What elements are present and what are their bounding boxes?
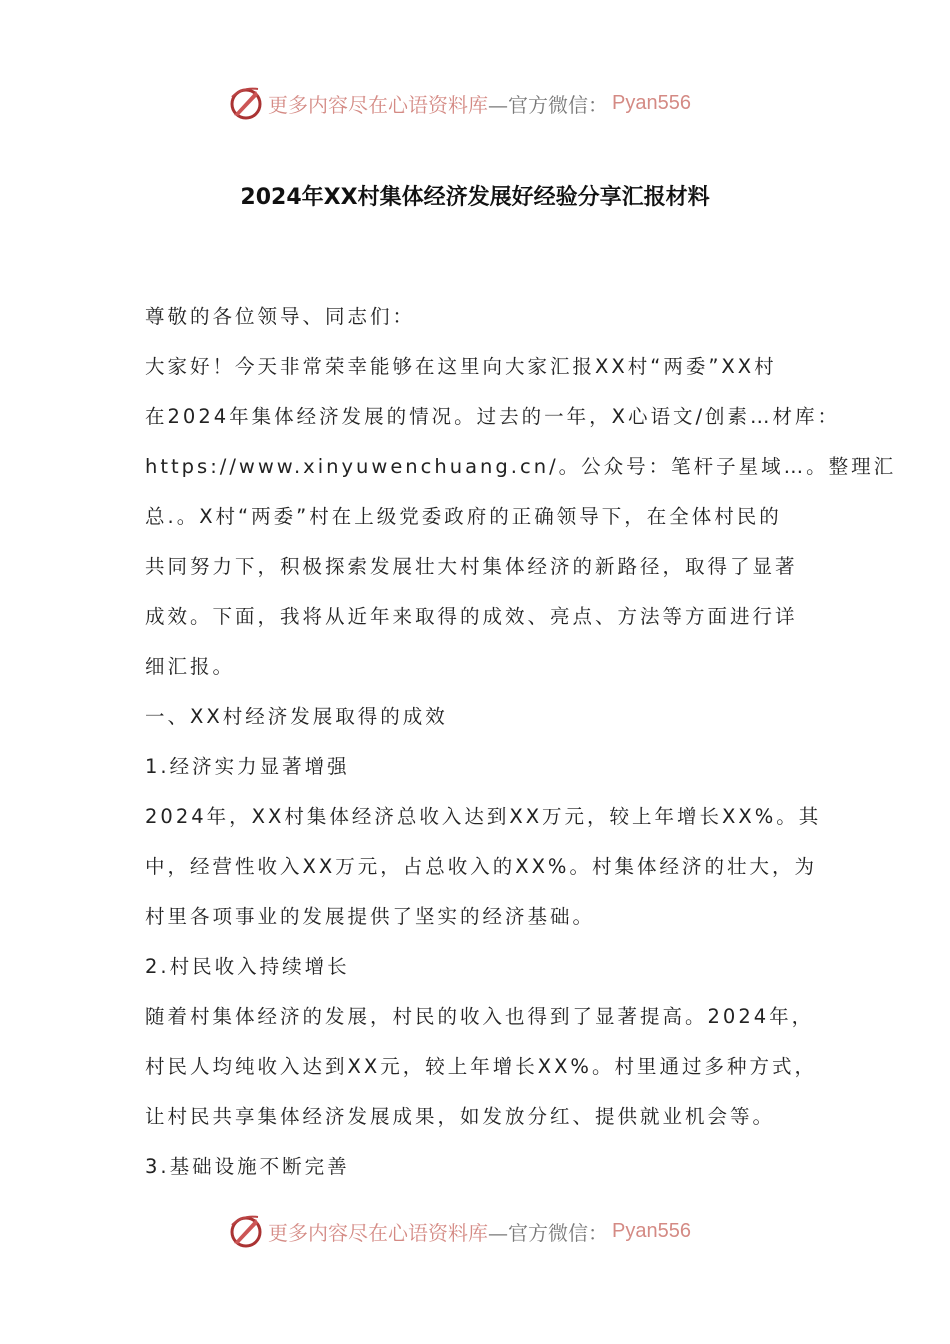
salutation: 尊敬的各位领导、同志们： [145,305,416,328]
footer-watermark-banner [228,1211,691,1251]
paragraph-line: 总.。X村“两委”村在上级党委政府的正确领导下，在全体村民的 [145,505,782,528]
paragraph-line: 细汇报。 [145,655,236,678]
document-body [145,300,897,1200]
header-watermark-banner [228,83,691,123]
banner-site-text: 更多内容尽在心语资料库 [268,1220,488,1245]
quill-logo-icon [228,85,264,121]
section-heading: 一、XX村经济发展取得的成效 [145,705,448,728]
paragraph-line: https://www.xinyuwenchuang.cn/。公众号：笔杆子星域…。整理汇 [145,455,897,478]
subsection-heading: 3.基础设施不断完善 [145,1155,350,1178]
paragraph-line: 共同努力下，积极探索发展壮大村集体经济的新路径，取得了显著 [145,555,798,578]
paragraph-line: 大家好！今天非常荣幸能够在这里向大家汇报XX村“两委”XX村 [145,355,777,378]
banner-wechat-id: Pyan556 [612,1219,691,1242]
paragraph-line: 中，经营性收入XX万元，占总收入的XX%。村集体经济的壮大，为 [145,855,817,878]
banner-site-text: 更多内容尽在心语资料库 [268,92,488,117]
paragraph-line: 在2024年集体经济发展的情况。过去的一年，X心语文/创素…材库： [145,405,841,428]
paragraph-line: 让村民共享集体经济发展成果，如发放分红、提供就业机会等。 [145,1105,776,1128]
paragraph-line: 随着村集体经济的发展，村民的收入也得到了显著提高。2024年， [145,1005,815,1028]
banner-wechat-label: —官方微信： [488,92,608,117]
paragraph-line: 成效。下面，我将从近年来取得的成效、亮点、方法等方面进行详 [145,605,798,628]
banner-wechat-label: —官方微信： [488,1220,608,1245]
paragraph-line: 村民人均纯收入达到XX元，较上年增长XX%。村里通过多种方式， [145,1055,817,1078]
banner-wechat-id: Pyan556 [612,91,691,114]
quill-logo-icon [228,1213,264,1249]
subsection-heading: 1.经济实力显著增强 [145,755,350,778]
paragraph-line: 村里各项事业的发展提供了坚实的经济基础。 [145,905,596,928]
subsection-heading: 2.村民收入持续增长 [145,955,350,978]
paragraph-line: 2024年，XX村集体经济总收入达到XX万元，较上年增长XX%。其 [145,805,822,828]
document-title: 2024年XX村集体经济发展好经验分享汇报材料 [240,185,710,210]
